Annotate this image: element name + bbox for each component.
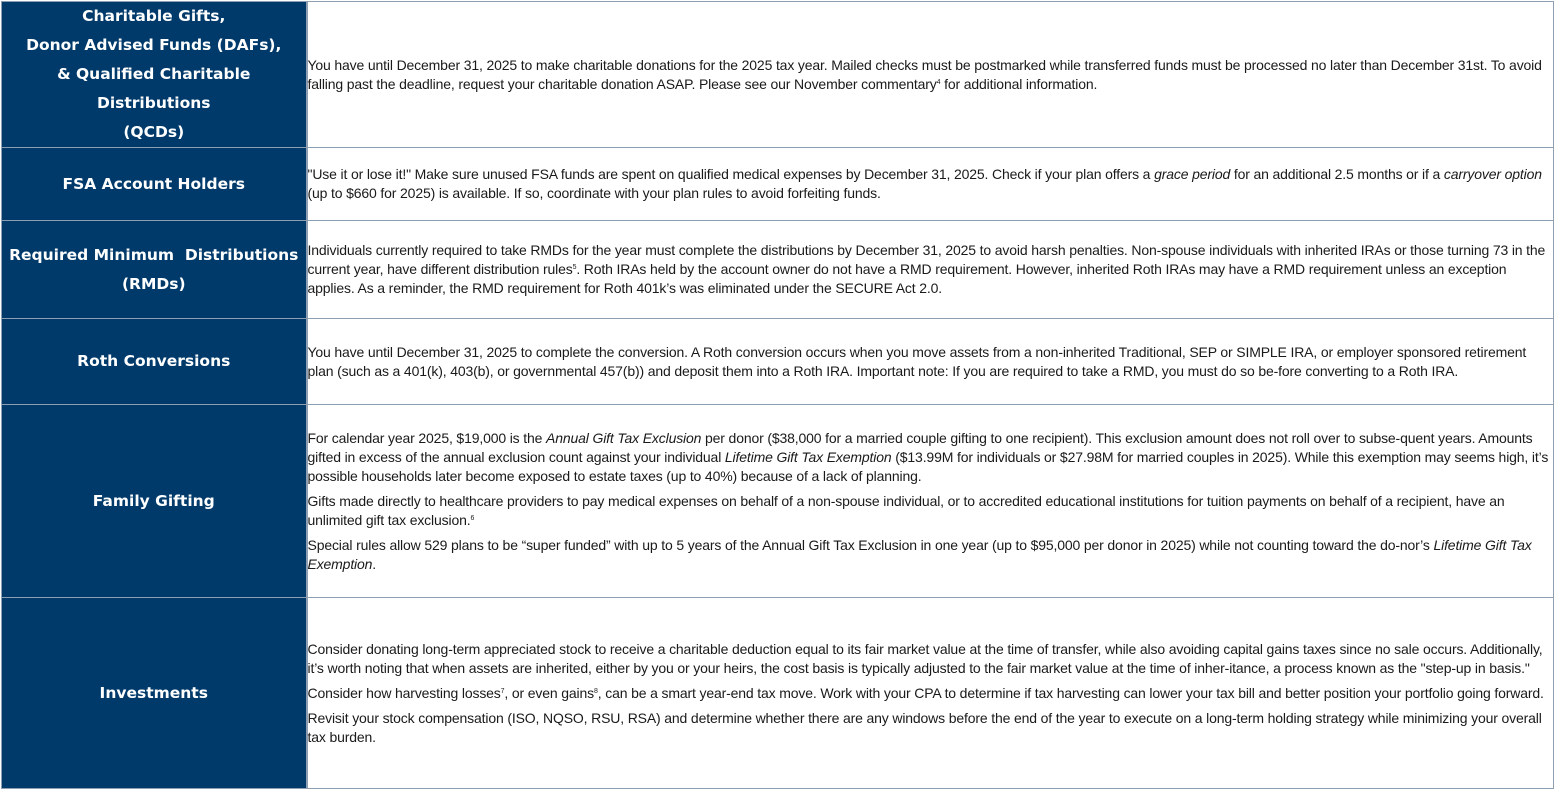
row-content-charitable-gifts xyxy=(307,2,1554,148)
paragraph xyxy=(308,165,1554,203)
row-label-line: FSA Account Holders xyxy=(62,174,245,193)
paragraph xyxy=(308,709,1554,747)
text-run: "Use it or lose it!" Make sure unused FSA funds are spent on qualified medical expenses by December 31, 2025. Check if your plan offers a xyxy=(307,166,1155,182)
row-label-line: Charitable Gifts, xyxy=(82,7,226,25)
row-label-investments xyxy=(2,598,307,789)
row-label-line: Family Gifting xyxy=(92,491,215,510)
row-label-line: Roth Conversions xyxy=(77,352,231,370)
row-label-line: & Qualified Charitable Distributions xyxy=(57,65,251,112)
paragraph xyxy=(308,241,1554,298)
row-label-rmds xyxy=(2,221,307,319)
paragraph xyxy=(308,492,1554,530)
row-content-rmds xyxy=(307,221,1554,319)
paragraph xyxy=(308,536,1554,574)
text-run: Consider how harvesting losses xyxy=(307,684,501,701)
italic-term: grace period xyxy=(1154,166,1231,182)
text-run: . Roth IRAs held by the account owner do not have a RMD requirement. However, inherited Roth IRAs may have a RMD requirement unless an exception applies. As a reminder, the RMD requirement for Roth 401k’s was eliminated under the SECURE Act 2.0. xyxy=(307,261,1507,296)
text-run: (up to $660 for 2025) is available. If so, coordinate with your plan rules to avoid forfeiting funds. xyxy=(307,185,881,201)
italic-term: carryover option xyxy=(1443,166,1542,182)
text-run: For calendar year 2025, $19,000 is the xyxy=(307,429,547,446)
paragraph xyxy=(308,684,1554,703)
footnote-ref: 4 xyxy=(936,78,941,86)
text-run: for an additional 2.5 months or if a xyxy=(1230,166,1444,182)
paragraph xyxy=(308,429,1554,486)
italic-term: Lifetime Gift Tax Exemption xyxy=(724,448,892,465)
italic-term: Annual Gift Tax Exclusion xyxy=(546,429,702,446)
table-row xyxy=(2,405,1554,598)
row-content-fsa xyxy=(307,148,1554,221)
text-run: Gifts made directly to healthcare providers to pay medical expenses on behalf of a non-spouse individual, or to accredited educational institutions for tuition payments on behalf of a recipient, have an unlimited gift tax exclusion. xyxy=(307,492,1505,528)
paragraph xyxy=(308,343,1554,381)
text-run: Individuals currently required to take RMDs for the year must complete the distributions by December 31, 2025 to avoid harsh penalties. Non-spouse individuals with inherited IRAs or those turning 73 in the current year, have different distribution rules xyxy=(307,242,1546,277)
footnote-ref: 8 xyxy=(594,687,598,695)
table-row xyxy=(2,221,1554,319)
row-label-line: (QCDs) xyxy=(123,123,185,141)
paragraph xyxy=(308,640,1554,678)
text-run: per donor ($38,000 for a married couple gifting to one recipient). This exclusion amount does not roll over to subse-quent years. Amounts gifted in excess of the annual exclusion count against your individual xyxy=(307,429,1533,465)
row-content-investments xyxy=(307,598,1554,789)
text-run: . xyxy=(372,555,377,572)
row-label-line: Required Minimum Distributions xyxy=(9,245,299,264)
text-run: , or even gains xyxy=(504,684,594,701)
table-row xyxy=(2,2,1554,148)
table-row xyxy=(2,319,1554,405)
text-run: Revisit your stock compensation (ISO, NQSO, RSU, RSA) and determine whether there are any windows before the end of the year to execute on a long-term holding strategy while minimizing your overall tax burden. xyxy=(307,709,1542,745)
text-run: Special rules allow 529 plans to be “super funded” with up to 5 years of the Annual Gift Tax Exclusion in one year (up to $95,000 per donor in 2025) while not counting toward the do-nor’s xyxy=(307,536,1434,553)
table-row xyxy=(2,598,1554,789)
table-row xyxy=(2,148,1554,221)
row-label-fsa xyxy=(2,148,307,221)
row-label-charitable-gifts xyxy=(2,2,307,148)
text-run: for additional information. xyxy=(940,75,1098,92)
italic-term: Lifetime Gift Tax Exemption xyxy=(307,536,1532,572)
row-content-roth-conversions xyxy=(307,319,1554,405)
text-run: You have until December 31, 2025 to make charitable donations for the 2025 tax year. Mailed checks must be postmarked while transferred funds must be processed no later than December 31st. To avoid falling past the deadline, request your charitable donation ASAP. Please see our November commentary xyxy=(307,56,1542,92)
row-label-roth-conversions xyxy=(2,319,307,405)
row-content-family-gifting xyxy=(307,405,1554,598)
paragraph xyxy=(308,56,1554,94)
row-label-line: (RMDs) xyxy=(121,274,186,293)
footnote-ref: 5 xyxy=(572,264,577,271)
text-run: , can be a smart year-end tax move. Work with your CPA to determine if tax harvesting can lower your tax bill and better position your portfolio going forward. xyxy=(597,684,1544,701)
text-run: You have until December 31, 2025 to complete the conversion. A Roth conversion occurs when you move assets from a non-inherited Traditional, SEP or SIMPLE IRA, or employer sponsored retirement plan (such as a 401(k), 403(b), or governmental 457(b)) and deposit them into a Roth IRA. Important note: If you are required to take a RMD, you must do so be-fore converting to a Roth IRA. xyxy=(307,343,1527,379)
text-run: Consider donating long-term appreciated stock to receive a charitable deduction equal to its fair market value at the time of transfer, while also avoiding capital gains taxes since no sale occurs. Additionally, it’s worth noting that when assets are inherited, either by you or your heirs, the cost basis is typically adjusted to the fair market value at the time of inher-itance, a process known as the "step-up in basis." xyxy=(307,640,1543,676)
footnote-ref: 6 xyxy=(470,514,475,522)
text-run: ($13.99M for individuals or $27.98M for married couples in 2025). While this exemption may seems high, it’s possible households later become exposed to estate taxes (up to 40%) because of a lack of planning. xyxy=(307,448,1549,484)
row-label-family-gifting xyxy=(2,405,307,598)
year-end-planning-table xyxy=(1,1,1554,789)
footnote-ref: 7 xyxy=(500,687,505,695)
row-label-line: Donor Advised Funds (DAFs), xyxy=(26,36,282,54)
row-label-line: Investments xyxy=(99,683,208,702)
